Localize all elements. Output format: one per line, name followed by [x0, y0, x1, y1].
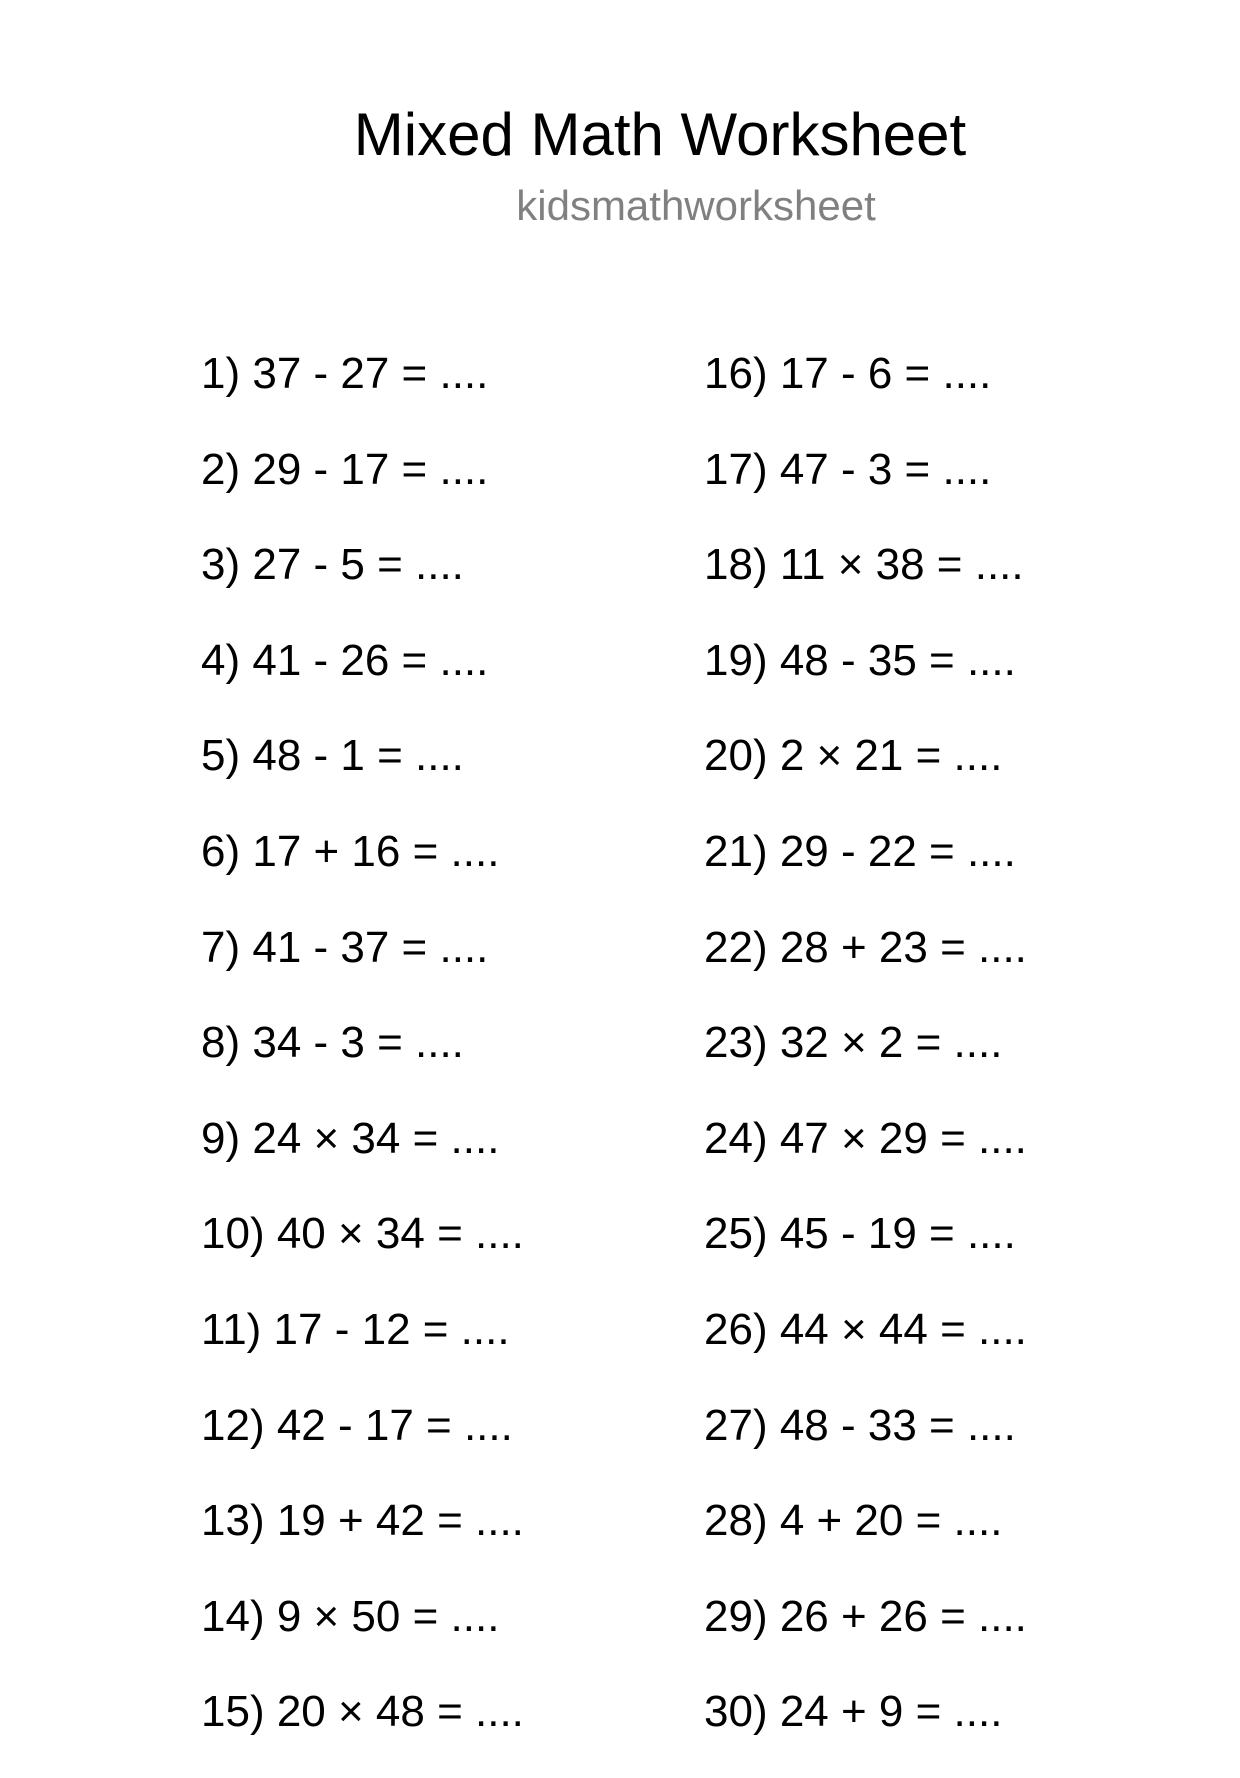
problem-item: 6) 17 + 16 = ....: [201, 826, 500, 876]
problem-item: 20) 2 × 21 = ....: [704, 731, 1003, 781]
problem-item: 28) 4 + 20 = ....: [704, 1496, 1003, 1546]
problem-item: 7) 41 - 37 = ....: [201, 922, 489, 972]
problem-item: 15) 20 × 48 = ....: [201, 1687, 524, 1737]
problem-column-left: [201, 344, 524, 1778]
problem-item: 27) 48 - 33 = ....: [704, 1400, 1016, 1450]
problem-item: 29) 26 + 26 = ....: [704, 1591, 1027, 1641]
problem-item: 22) 28 + 23 = ....: [704, 922, 1027, 972]
problem-item: 30) 24 + 9 = ....: [704, 1687, 1003, 1737]
page-subtitle: kidsmathworksheet: [516, 182, 876, 229]
problem-item: 21) 29 - 22 = ....: [704, 826, 1016, 876]
problem-item: 24) 47 × 29 = ....: [704, 1113, 1027, 1163]
problem-item: 2) 29 - 17 = ....: [201, 444, 489, 494]
problem-item: 13) 19 + 42 = ....: [201, 1496, 524, 1546]
problem-item: 8) 34 - 3 = ....: [201, 1018, 464, 1068]
problem-item: 9) 24 × 34 = ....: [201, 1113, 500, 1163]
problem-item: 25) 45 - 19 = ....: [704, 1209, 1016, 1259]
problem-column-right: [704, 344, 1027, 1778]
problem-item: 4) 41 - 26 = ....: [201, 635, 489, 685]
problem-item: 14) 9 × 50 = ....: [201, 1591, 500, 1641]
problem-item: 1) 37 - 27 = ....: [201, 349, 489, 398]
problem-item: 3) 27 - 5 = ....: [201, 540, 464, 590]
problem-item: 12) 42 - 17 = ....: [201, 1400, 513, 1450]
problem-item: 19) 48 - 35 = ....: [704, 635, 1016, 685]
problem-item: 26) 44 × 44 = ....: [704, 1304, 1027, 1354]
problem-item: 11) 17 - 12 = ....: [201, 1304, 510, 1354]
page-title: Mixed Math Worksheet: [353, 101, 967, 168]
problem-item: 17) 47 - 3 = ....: [704, 444, 992, 494]
problem-item: 10) 40 × 34 = ....: [201, 1209, 524, 1259]
problem-item: 5) 48 - 1 = ....: [201, 731, 464, 781]
problem-item: 18) 11 × 38 = ....: [704, 540, 1024, 590]
problem-item: 16) 17 - 6 = ....: [704, 349, 992, 398]
problem-item: 23) 32 × 2 = ....: [704, 1018, 1003, 1068]
